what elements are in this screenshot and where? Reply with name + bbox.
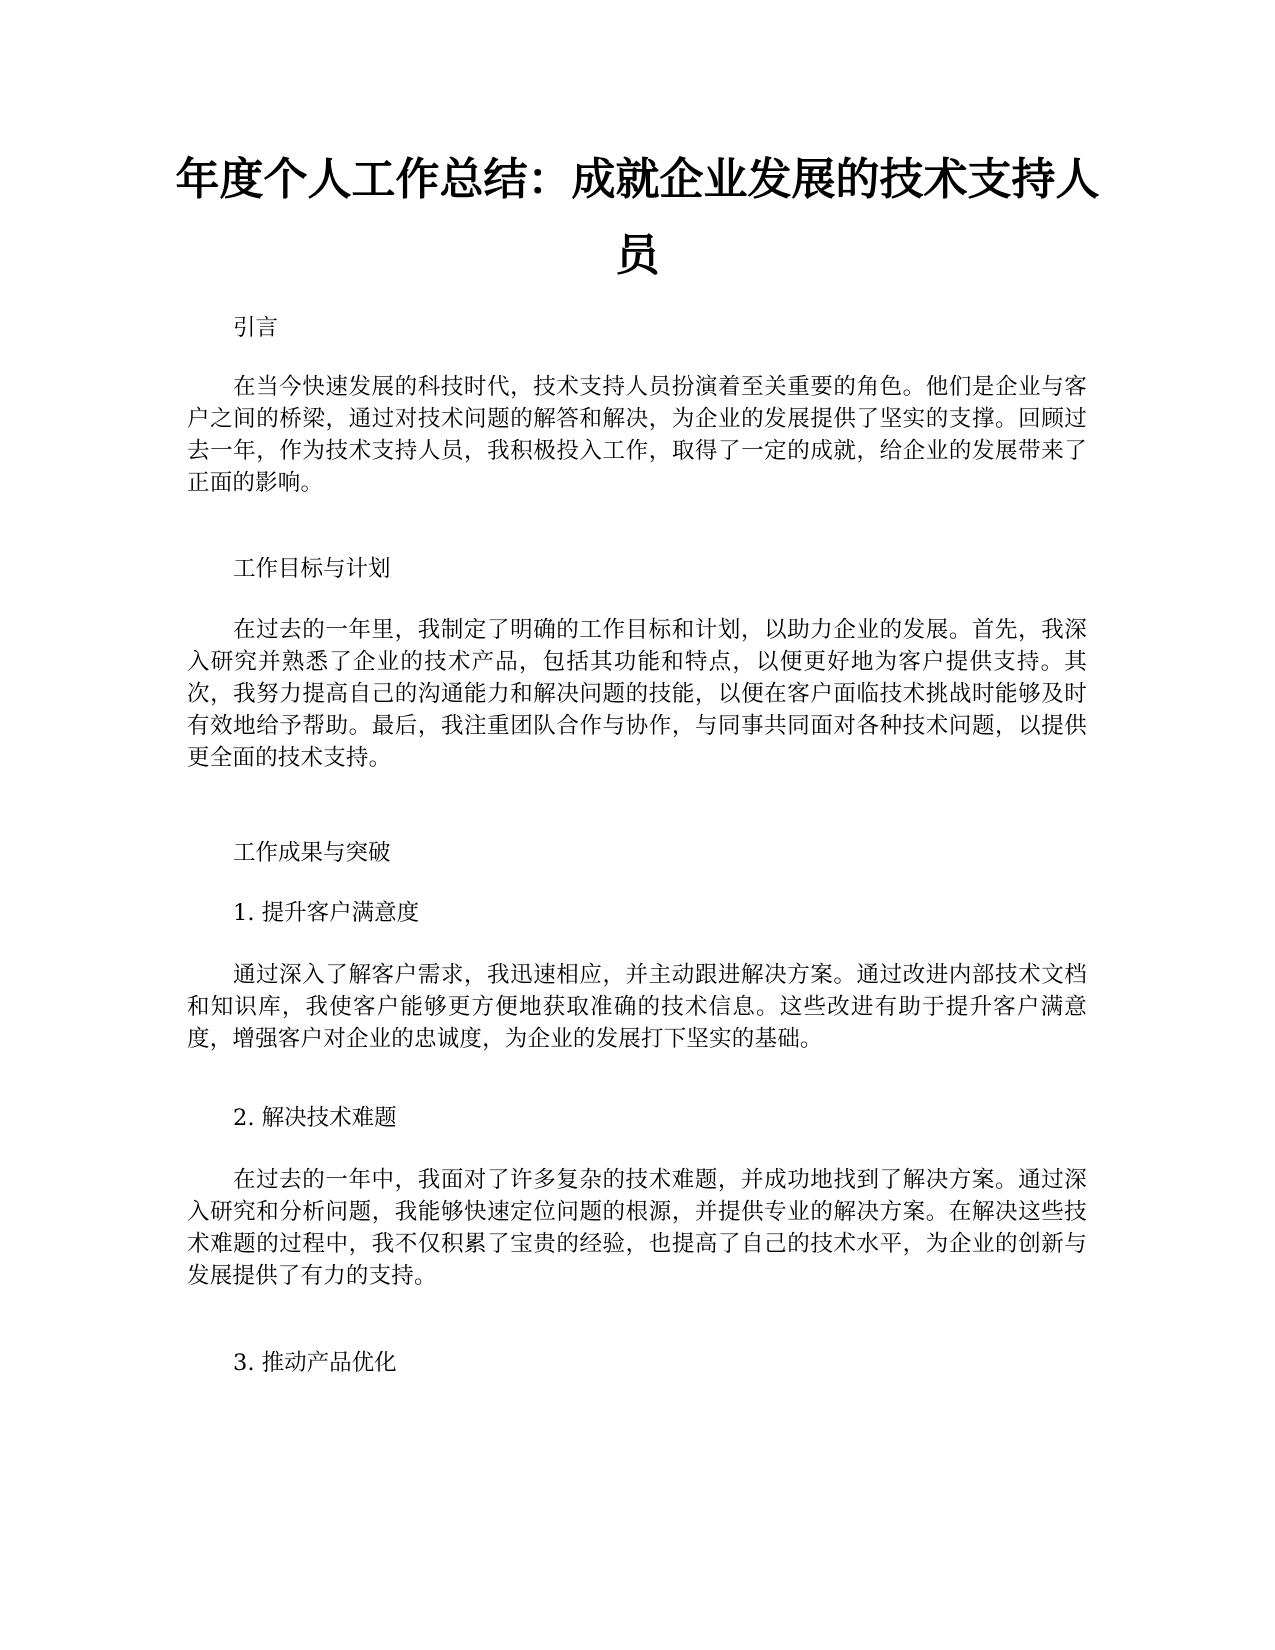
subheading-technical-problems: 2. 解决技术难题 — [233, 1105, 397, 1131]
paragraph-technical-problems: 在过去的一年中，我面对了许多复杂的技术难题，并成功地找到了解决方案。通过深入研究和分析问题，我能够快速定位问题的根源，并提供专业的解决方案。在解决这些技术难题的过程中，我不仅积累了宝贵的经验，也提高了自己的技术水平，为企业的创新与发展提供了有力的支持。 — [187, 1167, 1087, 1289]
section-heading-goals: 工作目标与计划 — [233, 556, 391, 582]
paragraph-goals: 在过去的一年里，我制定了明确的工作目标和计划，以助力企业的发展。首先，我深入研究并熟悉了企业的技术产品，包括其功能和特点，以便更好地为客户提供支持。其次，我努力提高自己的沟通能力和解决问题的技能，以便在客户面临技术挑战时能够及时有效地给予帮助。最后，我注重团队合作与协作，与同事共同面对各种技术问题，以提供更全面的技术支持。 — [187, 617, 1087, 771]
subheading-customer-satisfaction: 1. 提升客户满意度 — [233, 900, 420, 926]
subheading-product-optimization: 3. 推动产品优化 — [233, 1350, 397, 1376]
section-heading-results: 工作成果与突破 — [233, 840, 391, 866]
section-heading-intro: 引言 — [233, 315, 279, 341]
paragraph-intro: 在当今快速发展的科技时代，技术支持人员扮演着至关重要的角色。他们是企业与客户之间的桥梁，通过对技术问题的解答和解决，为企业的发展提供了坚实的支撑。回顾过去一年，作为技术支持人员，我积极投入工作，取得了一定的成就，给企业的发展带来了正面的影响。 — [187, 374, 1087, 496]
paragraph-customer-satisfaction: 通过深入了解客户需求，我迅速相应，并主动跟进解决方案。通过改进内部技术文档和知识库，我使客户能够更方便地获取准确的技术信息。这些改进有助于提升客户满意度，增强客户对企业的忠诚度，为企业的发展打下坚实的基础。 — [187, 962, 1087, 1052]
document-title: 年度个人工作总结：成就企业发展的技术支持人员 — [175, 154, 1100, 281]
